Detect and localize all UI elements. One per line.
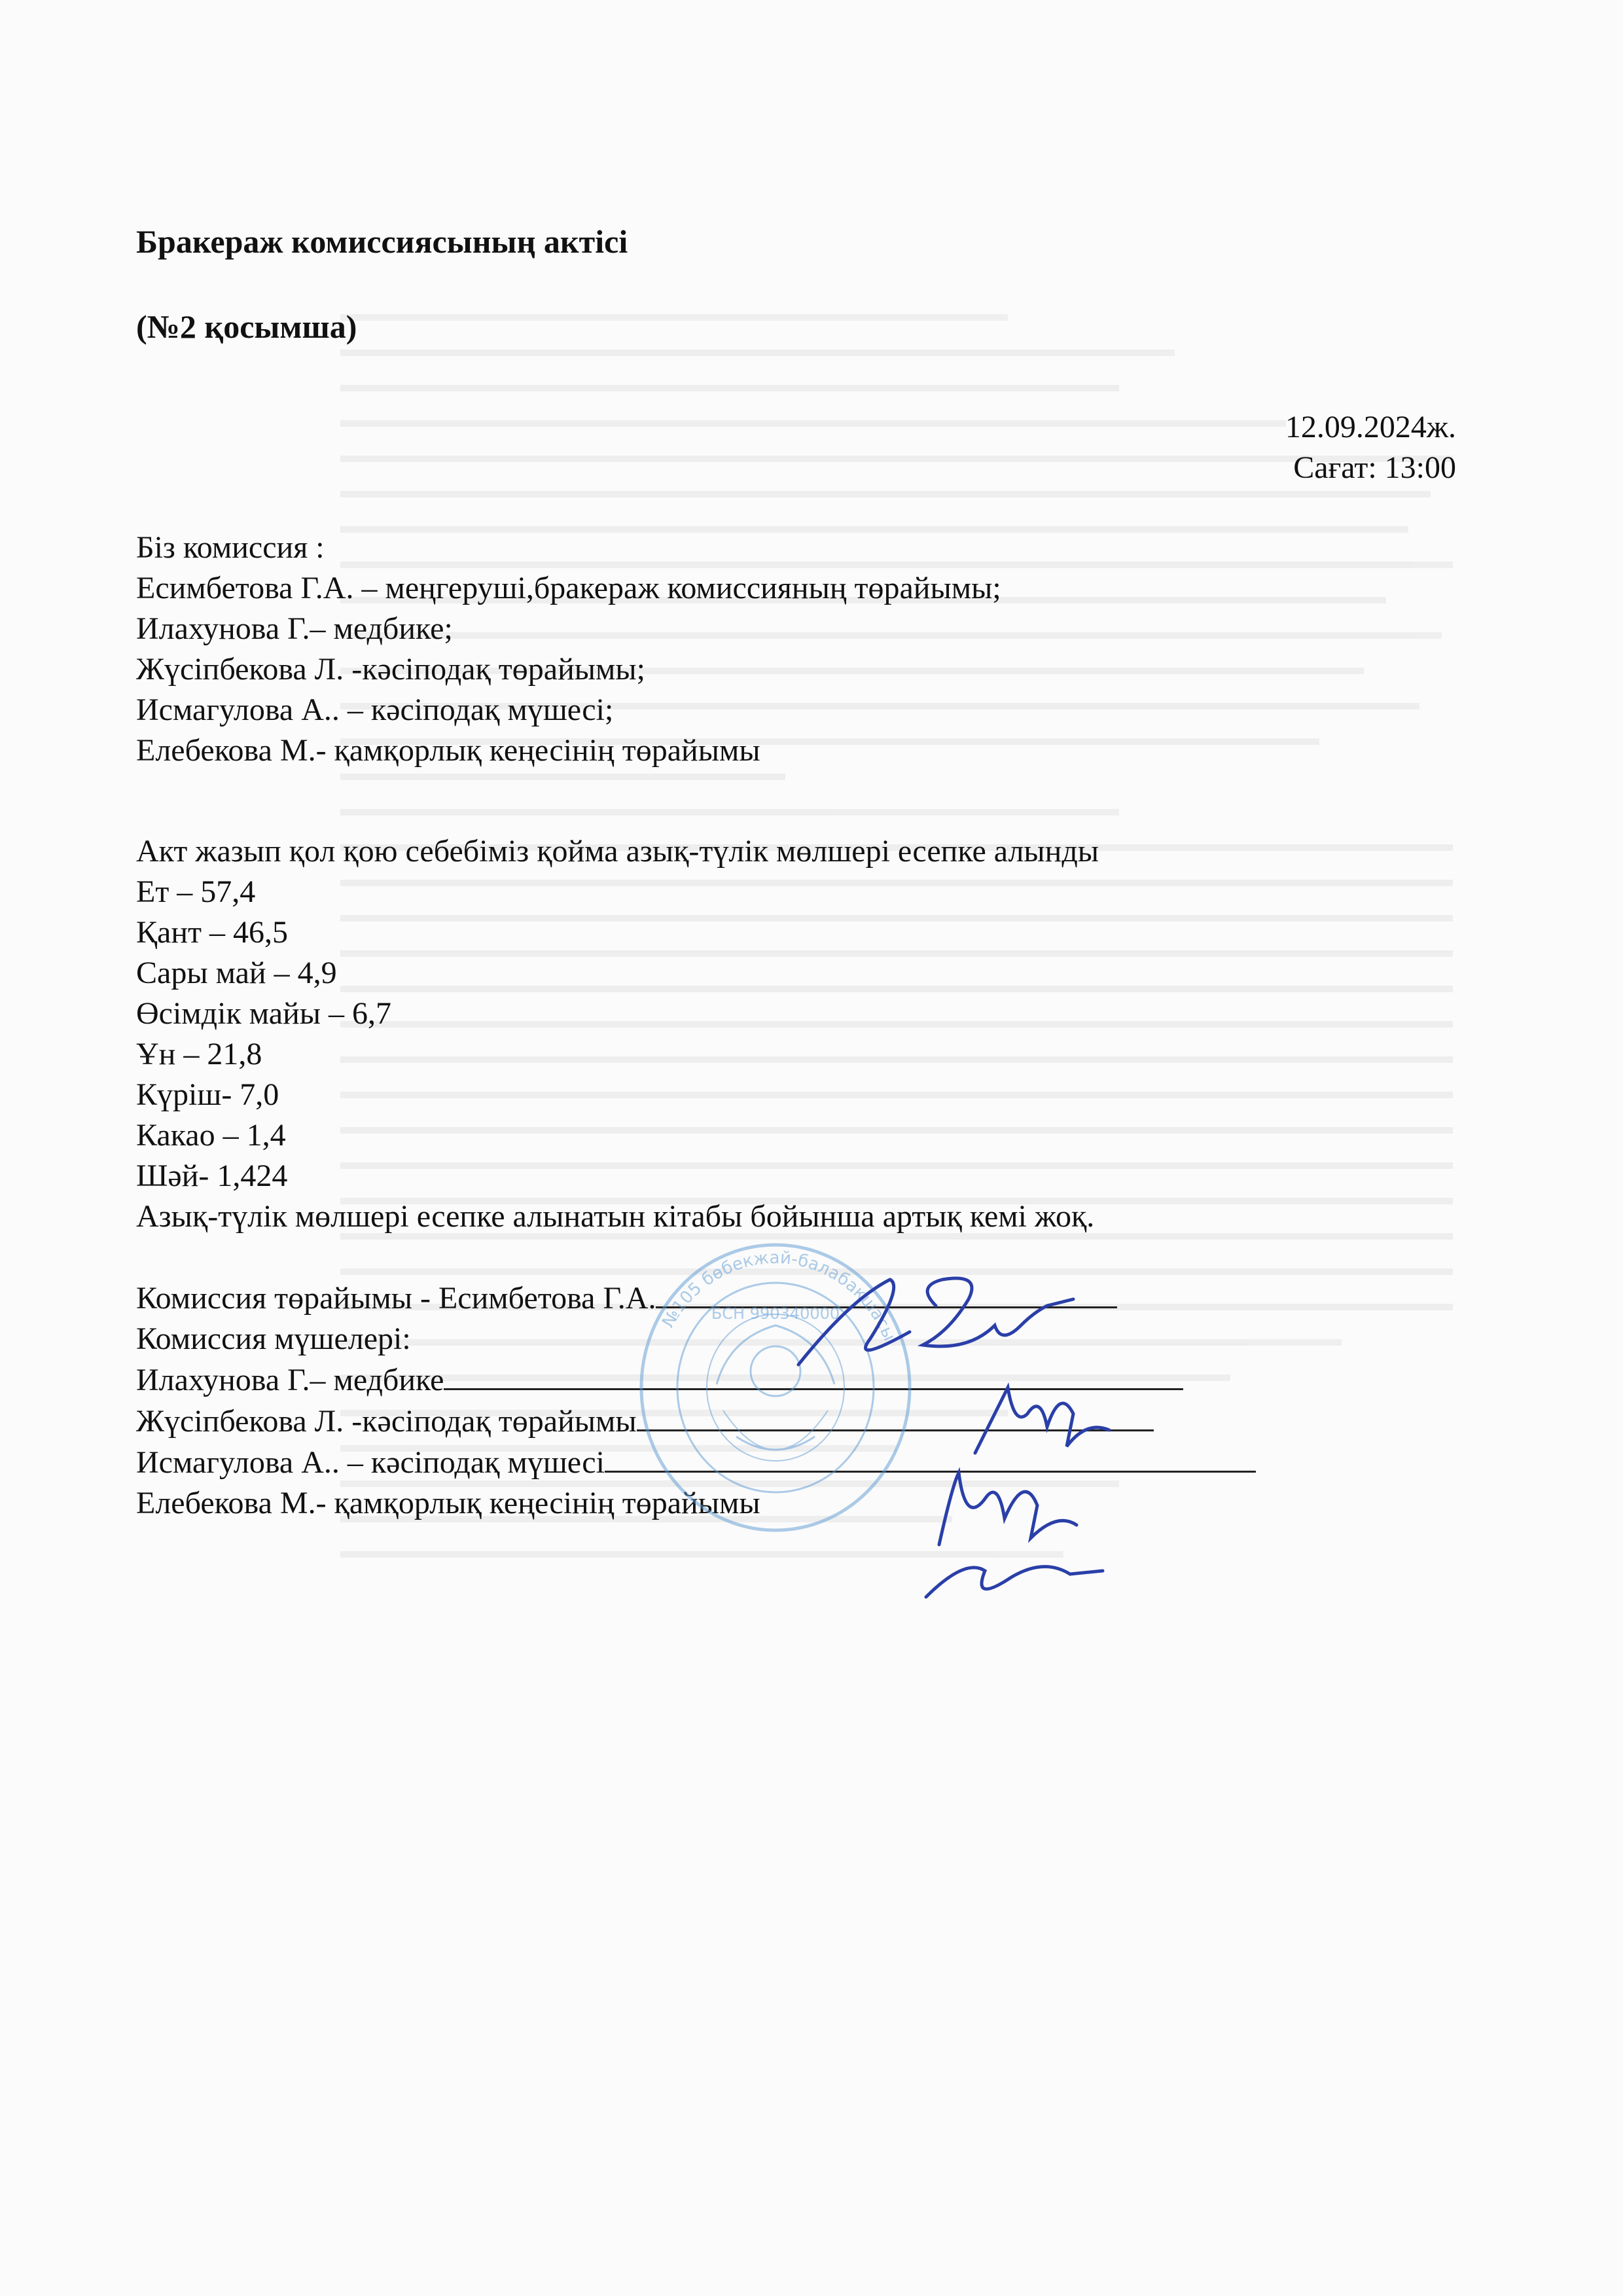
commission-member: Есимбетова Г.А. – меңгеруші,бракераж комиссияның төрайымы;: [136, 571, 1001, 605]
inventory-item: Қант – 46,5: [136, 915, 288, 950]
document-date: 12.09.2024ж.: [1285, 410, 1456, 444]
signature-member-label: Илахунова Г.– медбике: [136, 1363, 444, 1397]
document-title: Бракераж комиссиясының актісі: [136, 223, 628, 260]
commission-member: Илахунова Г.– медбике;: [136, 611, 453, 646]
document-annex: (№2 қосымша): [136, 308, 357, 345]
signature-member-icon: [962, 1374, 1113, 1466]
signature-member-label: Исмагулова А.. – кәсіподақ мүшесі: [136, 1445, 605, 1480]
date-time-block: [1285, 407, 1456, 488]
commission-member: Елебекова М.- қамқорлық кеңесінің төрайымы: [136, 733, 760, 768]
inventory-item: Өсімдік майы – 6,7: [136, 996, 392, 1031]
inventory-item: Какао – 1,4: [136, 1118, 286, 1153]
signature-chair-label: Комиссия төрайымы - Есимбетова Г.А.: [136, 1281, 656, 1316]
commission-member: Жүсіпбекова Л. -кәсіподақ төрайымы;: [136, 652, 645, 687]
signature-members-header: Комиссия мүшелері:: [136, 1321, 411, 1356]
inventory-item: Ет – 57,4: [136, 874, 256, 909]
commission-member: Исмагулова А.. – кәсіподақ мүшесі;: [136, 692, 614, 727]
seal-text: №105 бөбекжай-балабақшасы: [658, 1247, 899, 1344]
signature-member-label: Елебекова М.- қамқорлық кеңесінің төрайымы: [136, 1486, 760, 1520]
inventory-item: Күріш- 7,0: [136, 1077, 279, 1112]
commission-intro: Біз комиссия :: [136, 530, 325, 565]
inventory-conclusion: Азық-түлік мөлшері есепке алынатын кітабы бойынша артық кемі жоқ.: [136, 1199, 1095, 1234]
inventory-item: Сары май – 4,9: [136, 956, 337, 990]
signature-chair-icon: [772, 1260, 1080, 1378]
inventory-item: Ұн – 21,8: [136, 1037, 262, 1071]
inventory-list: [136, 831, 1099, 1237]
signature-member-icon: [913, 1460, 1109, 1623]
inventory-item: Шәй- 1,424: [136, 1158, 288, 1193]
seal-id: БСН 990340000: [711, 1304, 840, 1323]
document-time: Сағат: 13:00: [1293, 450, 1456, 485]
commission-list: [136, 528, 1001, 771]
signature-member-label: Жүсіпбекова Л. -кәсіподақ төрайымы: [136, 1404, 637, 1439]
inventory-intro: Акт жазып қол қою себебіміз қойма азық-түлік мөлшері есепке алынды: [136, 834, 1099, 869]
